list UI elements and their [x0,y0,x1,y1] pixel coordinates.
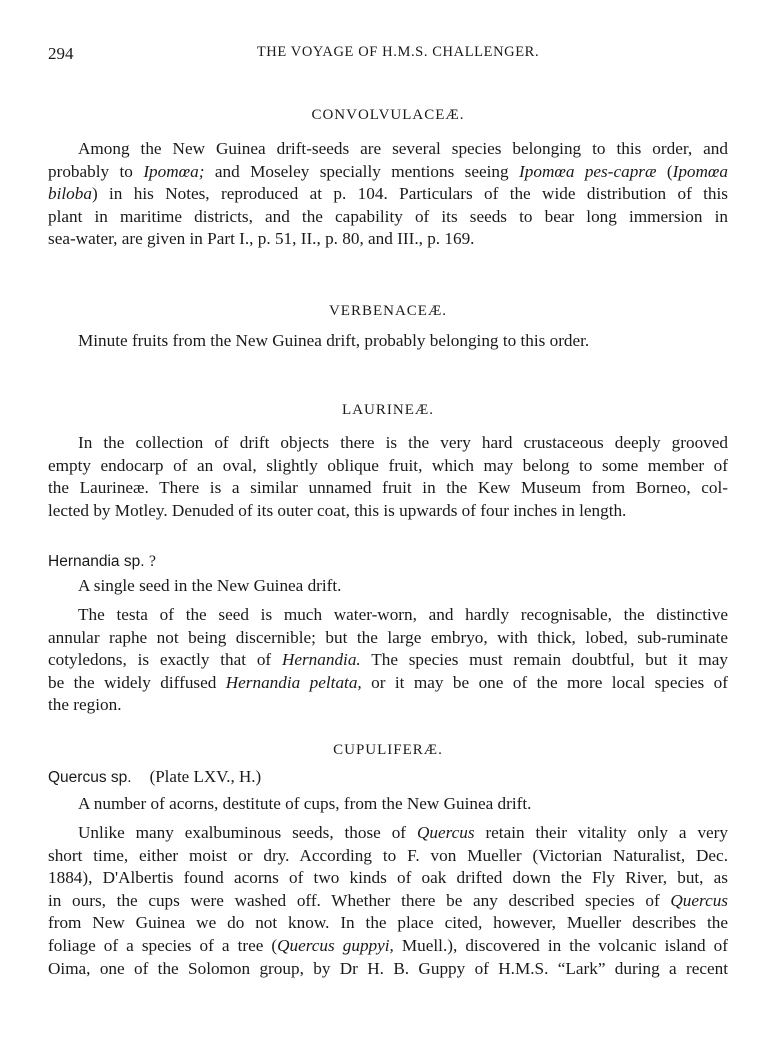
text-line: plant in maritime districts, and the capability of its seeds to bear long immersion in [48,206,728,226]
text-line: In the collection of drift objects there is the very hard crustaceous deeply grooved [78,433,728,452]
genus-hernandia: Hernandia sp. ? [48,553,156,570]
taxon-name: Ipomœa [672,161,728,181]
text-line: sea-water, are given in Part I., p. 51, II., p. 80, and III., p. 169. [48,229,475,249]
text-line: 1884), D'Albertis found acorns of two kinds of oak drifted down the Fly River, but, as [48,868,728,888]
text-line: in ours, the cups were washed off. Whether there be any described species of Quercus [48,890,728,910]
plate-reference: (Plate LXV., H.) [149,767,262,786]
text-line: probably to Ipomœa; and Moseley specially mentions seeing Ipomœa pes-capræ (Ipomœa [48,161,728,181]
heading-verbenaceae: VERBENACEÆ. [328,303,448,319]
taxon-name: Quercus [416,823,475,842]
locality-hernandia: A single seed in the New Guinea drift. [78,576,342,595]
text-line: Oima, one of the Solomon group, by Dr H. B. Guppy of H.M.S. “Lark” during a recent [48,958,728,978]
heading-laurineae: LAURINEÆ. [342,402,434,418]
paragraph-convolvulaceae [48,138,728,251]
taxon-name: Quercus guppyi, [277,935,394,955]
taxon-name: Hernandia. [281,650,361,670]
taxon-name: Ipomœa pes-capræ [519,161,657,181]
text-line: the region. [48,695,122,715]
text-line: annular raphe not being discernible; but the large embryo, with thick, lobed, sub-ruminate [48,627,728,647]
text-line: lected by Motley. Denuded of its outer coat, this is upwards of four inches in length. [48,500,627,520]
taxon-name: Quercus [670,890,728,910]
text-line: be the widely diffused Hernandia peltata, or it may be one of the more local species of [48,672,728,692]
paragraph-hernandia [48,604,728,717]
text-line: Unlike many exalbuminous seeds, those of Quercus retain their vitality only a very [78,823,728,842]
taxon-name: biloba [48,184,92,204]
heading-convolvulaceae: CONVOLVULACEÆ. [311,107,465,123]
text-line: short time, either moist or dry. According to F. von Mueller (Victorian Naturalist, Dec. [48,845,728,865]
text-line: empty endocarp of an oval, slightly oblique fruit, which may belong to some member of [48,455,728,475]
text-line: The testa of the seed is much water-worn, and hardly recognisable, the distinctive [78,605,728,624]
text-line: foliage of a species of a tree (Quercus guppyi, Muell.), discovered in the volcanic island of [48,935,729,955]
text-line: Among the New Guinea drift-seeds are several species belonging to this order, and [78,139,728,158]
paragraph-quercus [48,822,728,980]
running-title: THE VOYAGE OF H.M.S. CHALLENGER. [256,44,540,60]
page-number: 294 [48,44,74,63]
locality-quercus: A number of acorns, destitute of cups, from the New Guinea drift. [78,794,532,813]
genus-quercus: Quercus sp. (Plate LXV., H.) [48,767,262,786]
text-line: the Laurineæ. There is a similar unnamed fruit in the Kew Museum from Borneo, col- [48,478,728,498]
paragraph-verbenaceae: Minute fruits from the New Guinea drift, probably belonging to this order. [78,331,590,350]
text-line: cotyledons, is exactly that of Hernandia. The species must remain doubtful, but it may [48,650,728,670]
heading-cupuliferae: CUPULIFERÆ. [333,742,443,758]
text-line: from New Guinea we do not know. In the place cited, however, Mueller describes the [48,913,728,933]
taxon-name: Hernandia peltata, [225,672,362,692]
taxon-name: Ipomœa; [143,161,205,181]
text-line: biloba) in his Notes, reproduced at p. 104. Particulars of the wide distribution of this [48,184,728,204]
paragraph-laurineae [48,432,728,522]
running-head [48,44,728,66]
